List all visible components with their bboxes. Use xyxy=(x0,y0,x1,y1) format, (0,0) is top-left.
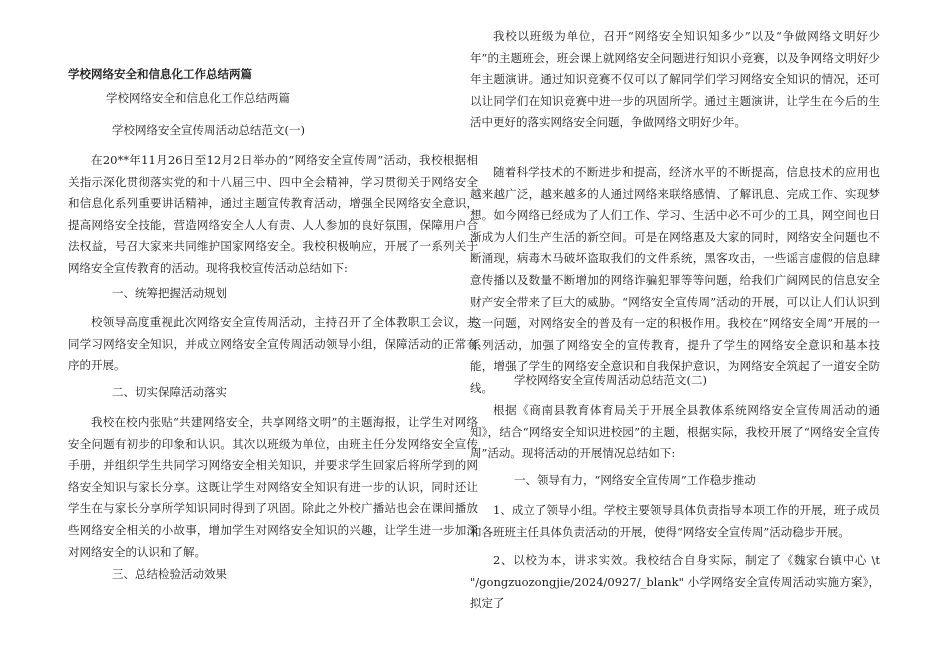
paragraph: 2、以校为本，讲求实效。我校结合自身实际，制定了《魏家台镇中心 \t "/gongzuozongjie/2024/0927/_blank" 小学网络安全宣传周活动实施方案》，拟定了 xyxy=(470,553,880,611)
section-title-1: 学校网络安全宣传周活动总结范文(一) xyxy=(112,123,305,137)
section-heading: 一、统筹把握活动规划 xyxy=(112,286,227,300)
paragraph: 校领导高度重视此次网络安全宣传周活动，主持召开了全体教职工会议，共同学习网络安全知识，并成立网络安全宣传周活动领导小组，保障活动的正常有序的开展。 xyxy=(68,315,478,373)
section-heading: 二、切实保障活动落实 xyxy=(112,385,227,399)
document-subtitle: 学校网络安全和信息化工作总结两篇 xyxy=(106,91,290,105)
section-heading: 三、总结检验活动效果 xyxy=(112,567,227,581)
paragraph: 我校在校内张贴“共建网络安全，共享网络文明”的主题海报，让学生对网络安全问题有初步的印象和认识。其次以班级为单位，由班主任分发网络安全宣传手册，并组织学生共同学习网络安全相关知识，并要求学生回家后将所学到的网络安全知识与家长分享。这既让学生对网络安全知识有进一步的认识，同时还让学生在与家长分享所学知识同时得到了巩固。除此之外校广播站也会在课间播放些网络安全相关的小故事，增加学生对网络安全知识的兴趣，让学生进一步加深对网络安全的认识和了解。 xyxy=(68,415,478,559)
paragraph: 随着科学技术的不断进步和提高，经济水平的不断提高，信息技术的应用也越来越广泛，越来越多的人通过网络来联络感情、了解讯息、完成工作、实现梦想。如今网络已经成为了人们工作、学习、生活中必不可少的工具，网空间也日渐成为人们生产生活的新空间。可是在网络惠及大家的同时，网络安全问题也不断涌现，病毒木马破坏盗取我们的文件系统，黑客攻击，一些谣言虚假的信息肆意传播以及数量不断增加的网络诈骗犯罪等等问题，给我们广阔网民的信息安全财产安全带来了巨大的威胁。“网络安全宣传周”活动的开展，可以让人们认识到这一问题，对网络安全的普及有一定的积极作用。我校在“网络安全周”开展的一系列活动，加强了网络安全的宣传教育，提升了学生的网络安全意识和基本技能，增强了学生的网络安全意识和自我保护意识，为网络安全筑起了一道安全防线。 xyxy=(470,165,880,395)
paragraph: 我校以班级为单位，召开“网络安全知识知多少”以及“争做网络文明好少年”的主题班会，班会课上就网络安全问题进行知识小竞赛，以及争网络文明好少年主题演讲。通过知识竞赛不仅可以了解同学们学习网络安全知识的情况，还可以让同学们在知识竞赛中进一步的巩固所学。通过主题演讲，让学生在今后的生活中更好的落实网络安全问题，争做网络文明好少年。 xyxy=(470,29,880,130)
document-title: 学校网络安全和信息化工作总结两篇 xyxy=(68,67,252,81)
section-title-2: 学校网络安全宣传周活动总结范文(二) xyxy=(514,373,707,387)
section-heading: 一、领导有力，“网络安全宣传周”工作稳步推动 xyxy=(514,473,756,487)
paragraph: 1、成立了领导小组。学校主要领导具体负责指导本项工作的开展，班子成员和各班班主任具体负责活动的开展，使得“网络安全宣传周”活动稳步开展。 xyxy=(470,503,880,539)
paragraph: 根据《商南县教育体育局关于开展全县教体系统网络安全宣传周活动的通知》，结合“网络安全知识进校园”的主题，根据实际，我校开展了“网络安全宣传周”活动。现将活动的开展情况总结如下: xyxy=(470,403,880,461)
paragraph: 在20**年11月26日至12月2日举办的“网络安全宣传周”活动，我校根据相关指示深化贯彻落实党的和十八届三中、四中全会精神，学习贯彻关于网络安全和信息化系列重要讲话精神，通过主题宣传教育活动，增强全民网络安全意识，提高网络安全技能，营造网络安全人人有责、人人参加的良好氛围，保障用户合法权益，号召大家来共同维护国家网络安全。我校积极响应，开展了一系列关于网络安全宣传教育的活动。现将我校宣传活动总结如下: xyxy=(68,153,478,275)
